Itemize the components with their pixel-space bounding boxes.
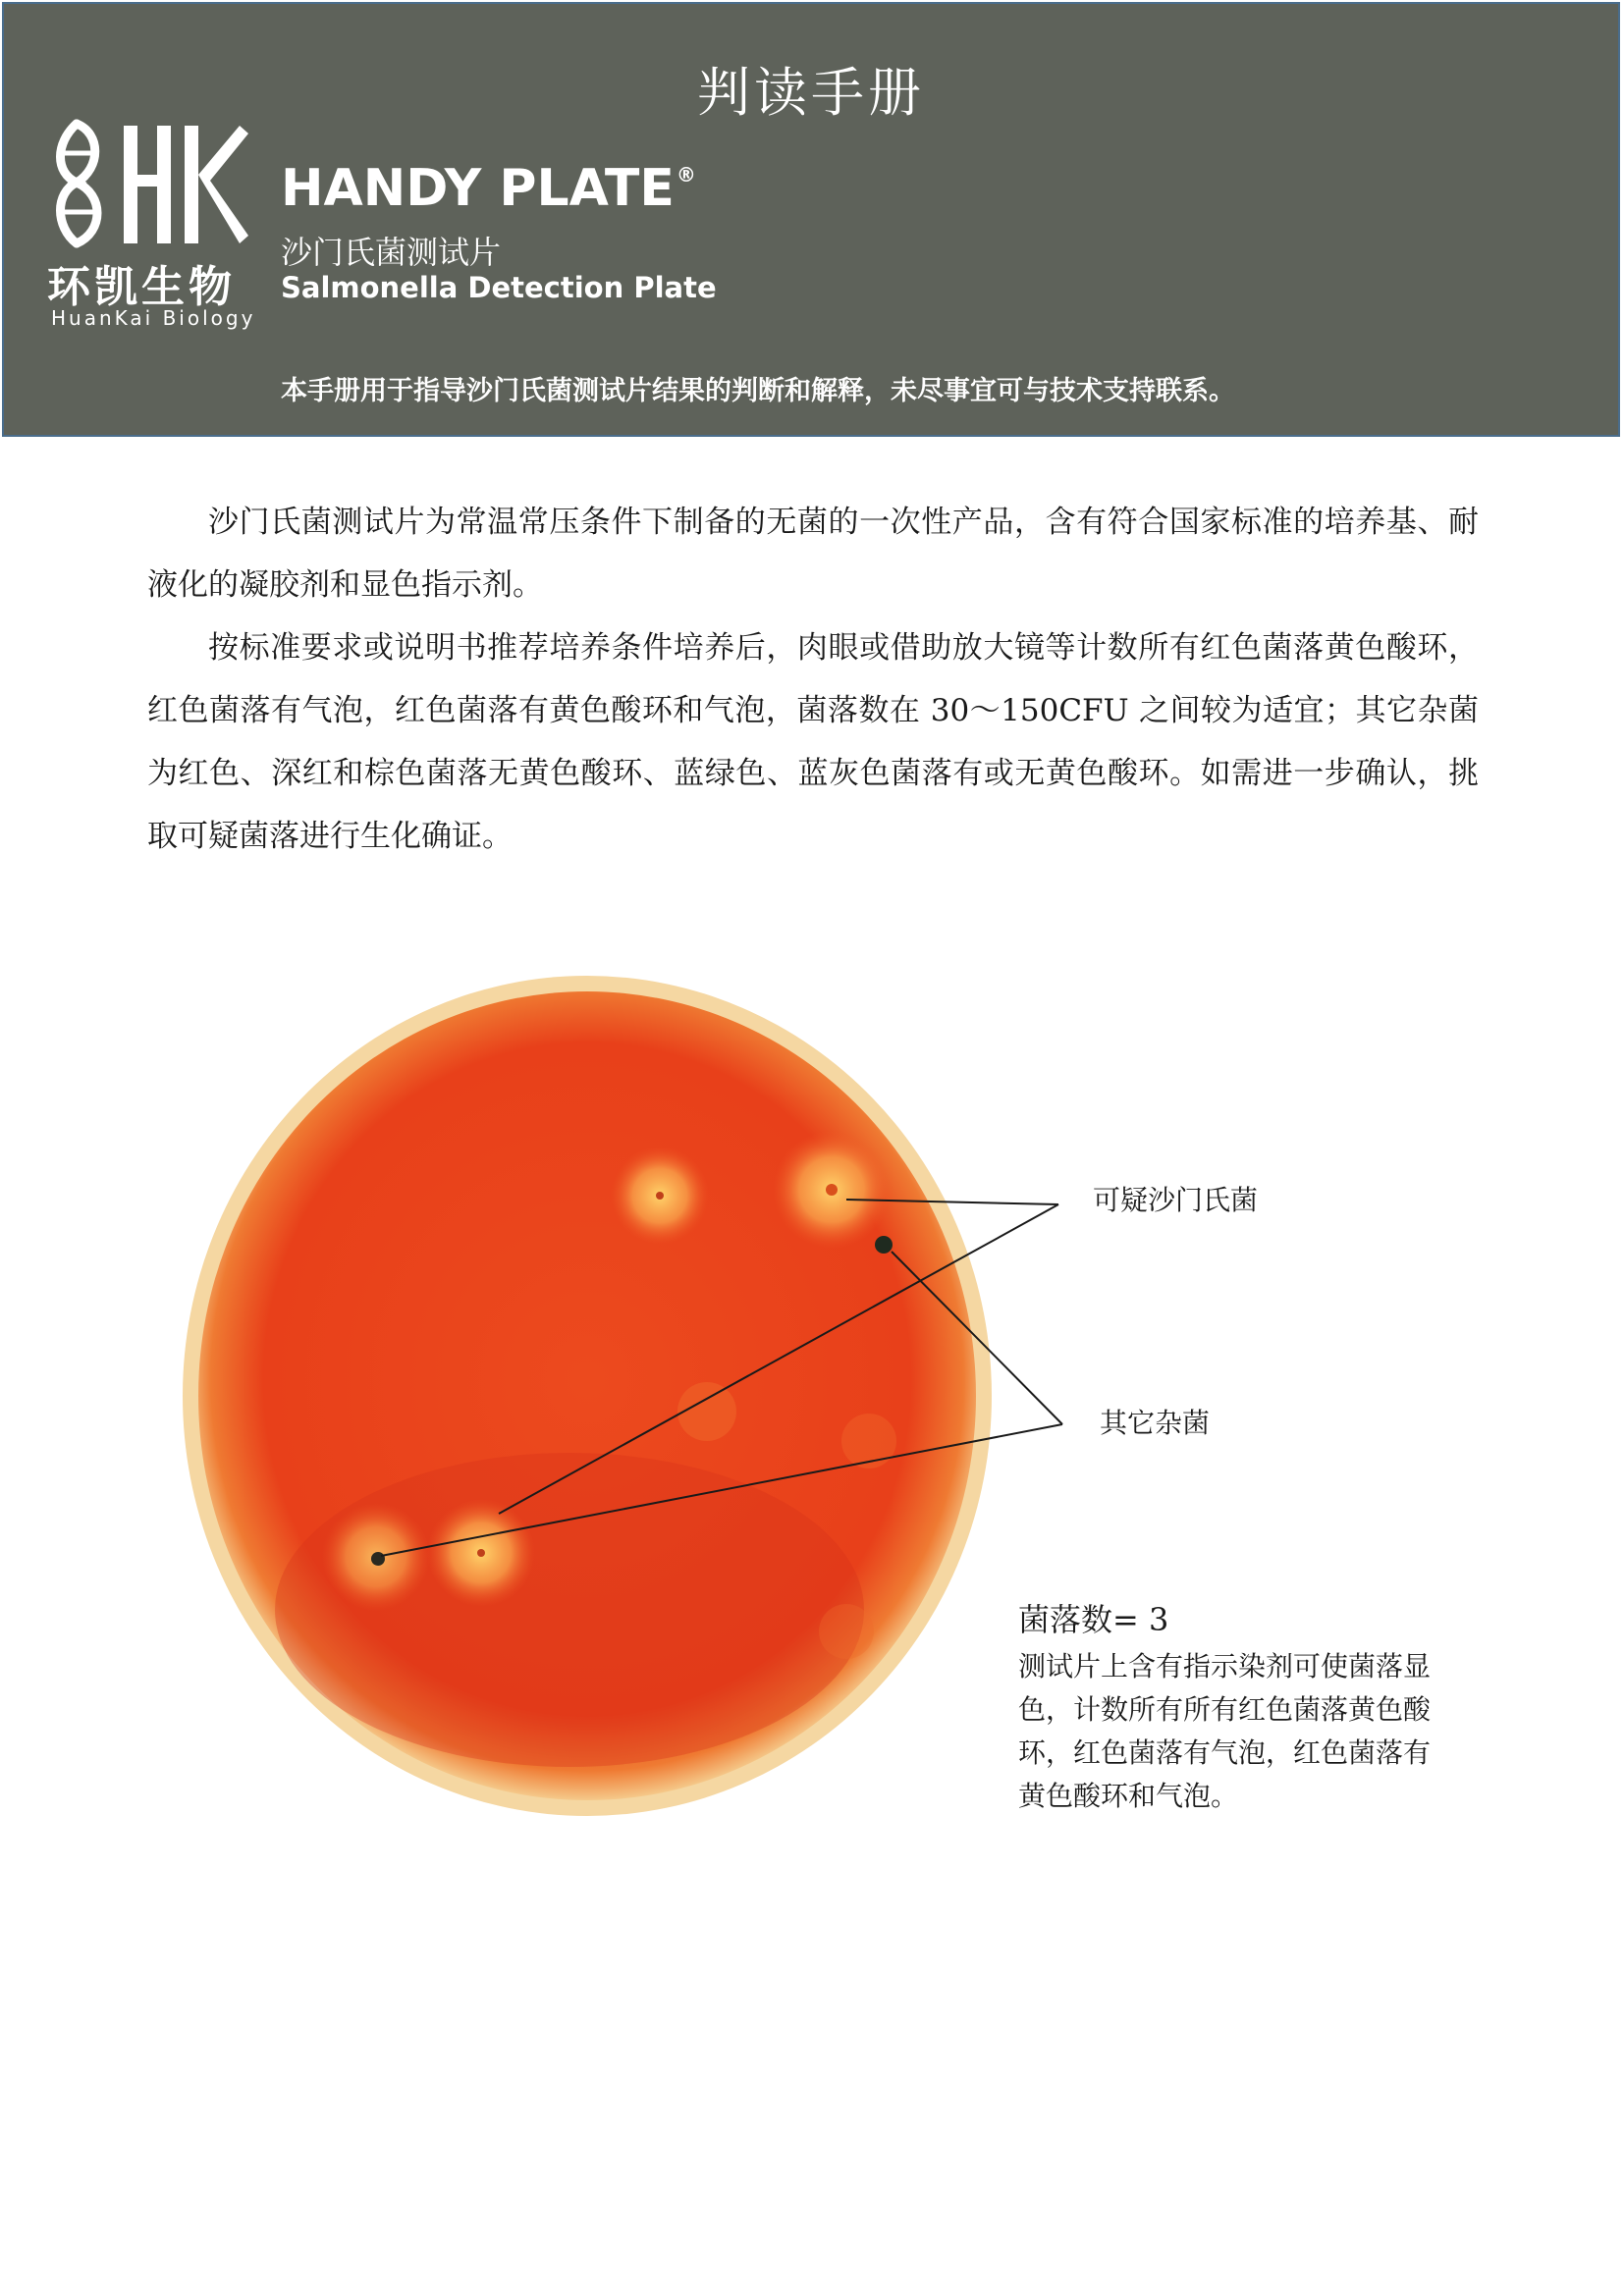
colony: [477, 1549, 485, 1557]
colony-faint: [819, 1604, 874, 1659]
colony-dark: [371, 1552, 385, 1566]
colony: [826, 1184, 838, 1196]
registered-mark: ®: [676, 163, 696, 187]
plate-dark-zone: [275, 1453, 864, 1767]
logo-chinese-name: 环凯生物: [47, 262, 236, 312]
colony-faint: [677, 1382, 736, 1441]
colony: [656, 1192, 664, 1200]
logo-english-name: HuanKai Biology: [51, 306, 256, 330]
colony-count: 菌落数= 3: [1018, 1601, 1169, 1638]
colony-dark: [875, 1236, 893, 1254]
paragraph-intro: 沙门氏菌测试片为常温常压条件下制备的无菌的一次性产品，含有符合国家标准的培养基、耐液化的凝胶剂和显色指示剂。: [147, 505, 1479, 603]
header-banner: [2, 2, 1620, 437]
body-text: [147, 491, 1479, 868]
product-chinese-name: 沙门氏菌测试片: [281, 234, 502, 271]
count-description: 测试片上含有指示染剂可使菌落显色，计数所有所有红色菌落黄色酸环，红色菌落有气泡，红色菌落有黄色酸环和气泡。: [1018, 1650, 1432, 1812]
label-other-bacteria: 其它杂菌: [1100, 1407, 1211, 1439]
product-english-name: Salmonella Detection Plate: [281, 271, 717, 304]
colony-faint: [841, 1414, 896, 1468]
huankai-logo-icon: [47, 114, 248, 251]
paragraph-method: 按标准要求或说明书推荐培养条件培养后，肉眼或借助放大镜等计数所有红色菌落黄色酸环，红色菌落有气泡，红色菌落有黄色酸环和气泡，菌落数在 30～150CFU 之间较为适宜；其它杂菌为红色、深红和棕色菌落无黄色酸环、蓝绿色、蓝灰色菌落有或无黄色酸环。如需进一步确认，挑取可疑菌落进行生化确证。: [147, 630, 1479, 854]
label-suspect-salmonella: 可疑沙门氏菌: [1093, 1184, 1259, 1216]
header-note: 本手册用于指导沙门氏菌测试片结果的判断和解释，未尽事宜可与技术支持联系。: [281, 376, 1235, 406]
product-name: [281, 159, 696, 218]
product-name-text: HANDY PLATE: [281, 159, 675, 218]
page-title: 判读手册: [697, 62, 925, 124]
